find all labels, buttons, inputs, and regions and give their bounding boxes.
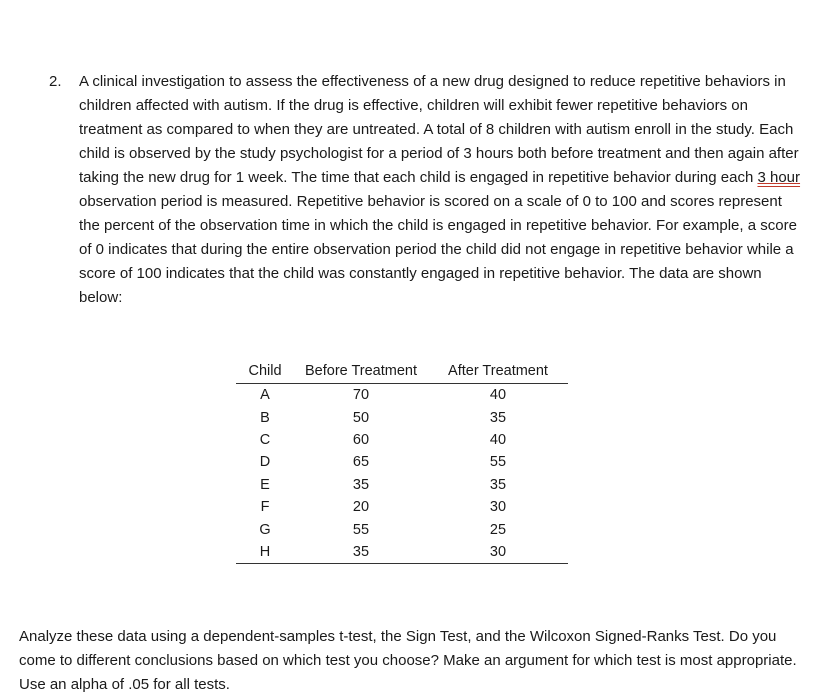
table-row — [236, 384, 568, 407]
question-text — [79, 70, 801, 310]
cell-before: 55 — [352, 521, 370, 538]
table-row — [236, 518, 568, 540]
table-row — [236, 496, 568, 518]
spellcheck-underlined-phrase: 3 hour — [757, 169, 801, 186]
cell-after: 55 — [489, 454, 507, 471]
header-after-treatment: After Treatment — [428, 360, 568, 384]
table-row — [236, 406, 568, 428]
question-text-part2: observation period is measured. Repetitive behavior is scored on a scale of 0 to 100 and scores represent the percent of the observation time in which the child is engaged in repetitive behavior. For example, a score of 0 indicates that during the entire observation period the child did not engage in repetitive behavior while a score of 100 indicates that the child was constantly engaged in repetitive behavior. The data are shown below: — [79, 193, 797, 306]
cell-child: D — [259, 454, 271, 471]
cell-before: 20 — [352, 499, 370, 516]
analysis-instructions: Analyze these data using a dependent-samples t-test, the Sign Test, and the Wilcoxon Signed-Ranks Test. Do you come to different conclusions based on which test you choose? Make an argument for which test is most appropriate. Use an alpha of .05 for all tests. — [19, 628, 797, 693]
cell-child: C — [259, 431, 271, 448]
table-row — [236, 429, 568, 451]
cell-child: A — [260, 387, 270, 404]
cell-child: E — [260, 476, 270, 493]
header-child: Child — [236, 360, 294, 384]
question-text-part1: A clinical investigation to assess the effectiveness of a new drug designed to reduce repetitive behaviors in children affected with autism. If the drug is effective, children will exhibit fewer repetitive behaviors on treatment as compared to when they are untreated. A total of 8 children with autism enroll in the study. Each child is observed by the study psychologist for a period of 3 hours both before treatment and then again after taking the new drug for 1 week. The time that each child is engaged in repetitive behavior during each — [79, 73, 799, 186]
table-row — [236, 451, 568, 473]
table-row — [236, 474, 568, 496]
cell-after: 40 — [489, 431, 507, 448]
cell-before: 35 — [352, 476, 370, 493]
cell-after: 30 — [428, 541, 568, 564]
cell-before: 50 — [352, 409, 370, 426]
cell-after: 40 — [489, 387, 507, 404]
cell-child: B — [260, 409, 270, 426]
cell-before: 60 — [352, 431, 370, 448]
cell-child: H — [236, 541, 294, 564]
cell-after: 35 — [489, 409, 507, 426]
cell-child: F — [260, 499, 270, 516]
header-before-treatment: Before Treatment — [294, 360, 428, 384]
cell-before: 35 — [294, 541, 428, 564]
table-header-row — [236, 360, 568, 384]
question-number: 2. — [49, 73, 62, 90]
cell-child: G — [259, 521, 271, 538]
cell-after: 30 — [489, 499, 507, 516]
cell-after: 35 — [489, 476, 507, 493]
data-table — [236, 360, 568, 564]
cell-before: 65 — [352, 454, 370, 471]
cell-after: 25 — [489, 521, 507, 538]
table-row — [236, 541, 568, 564]
cell-before: 70 — [352, 387, 370, 404]
